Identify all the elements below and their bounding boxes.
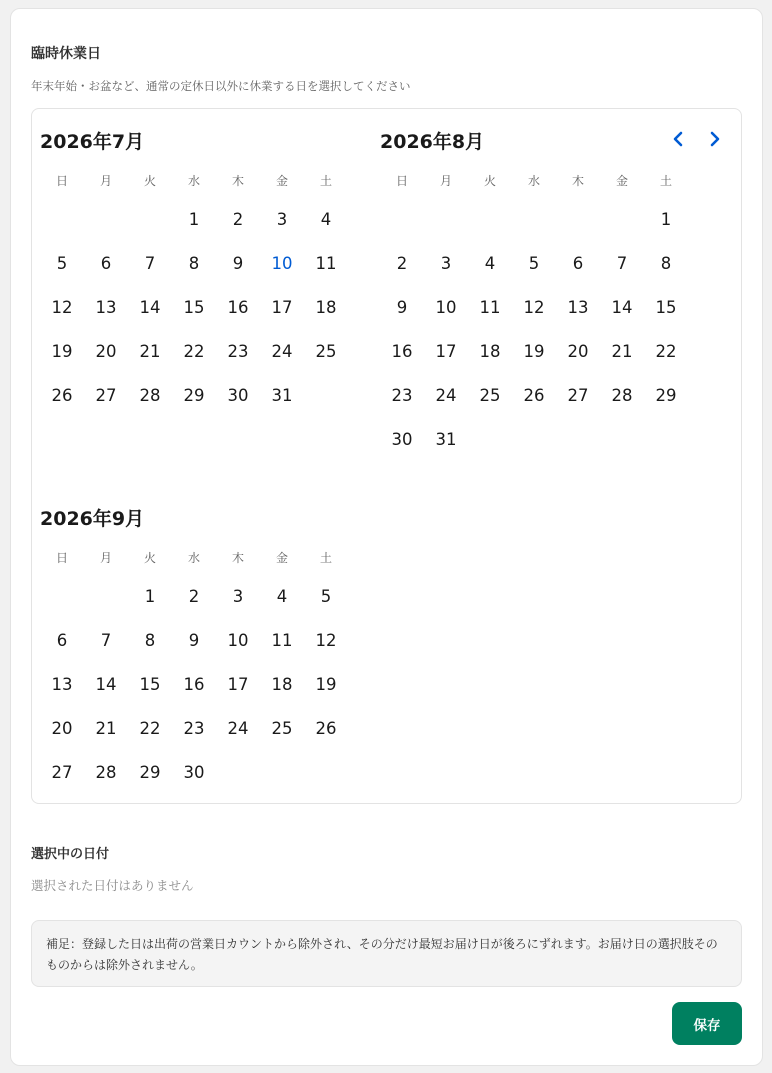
day-cell[interactable]: 3 <box>276 210 288 229</box>
weekday-label: 土 <box>319 174 332 188</box>
week-row <box>40 626 348 656</box>
day-cell[interactable]: 23 <box>183 719 205 738</box>
day-cell[interactable]: 13 <box>51 675 73 694</box>
empty-day-cell <box>304 758 348 788</box>
day-cell[interactable]: 31 <box>271 386 293 405</box>
day-cell[interactable]: 20 <box>95 342 117 361</box>
weekday-header-row <box>380 172 688 189</box>
next-month-button[interactable] <box>702 126 728 152</box>
day-cell[interactable]: 27 <box>567 386 589 405</box>
month-title: 2026年8月 <box>380 131 485 153</box>
day-cell[interactable]: 21 <box>611 342 633 361</box>
day-cell[interactable]: 26 <box>315 719 337 738</box>
day-cell[interactable]: 26 <box>51 386 73 405</box>
day-cell[interactable]: 9 <box>396 298 408 317</box>
empty-day-cell <box>468 425 512 455</box>
day-cell[interactable]: 9 <box>232 254 244 273</box>
week-row <box>380 293 688 323</box>
weekday-label: 日 <box>55 174 68 188</box>
day-cell[interactable]: 18 <box>479 342 501 361</box>
empty-day-cell <box>512 205 556 235</box>
empty-day-cell <box>84 205 128 235</box>
day-cell[interactable]: 4 <box>320 210 332 229</box>
day-cell[interactable]: 8 <box>660 254 672 273</box>
week-row <box>40 381 348 411</box>
day-cell[interactable]: 20 <box>51 719 73 738</box>
day-cell[interactable]: 29 <box>139 763 161 782</box>
weekday-label: 月 <box>99 174 112 188</box>
day-cell[interactable]: 5 <box>320 587 332 606</box>
day-cell[interactable]: 22 <box>183 342 205 361</box>
day-cell[interactable]: 15 <box>183 298 205 317</box>
empty-day-cell <box>40 582 84 612</box>
day-cell[interactable]: 30 <box>227 386 249 405</box>
day-cell[interactable]: 28 <box>611 386 633 405</box>
empty-day-cell <box>380 205 424 235</box>
week-row <box>40 205 348 235</box>
weekday-label: 土 <box>659 174 672 188</box>
day-cell[interactable]: 10 <box>435 298 457 317</box>
empty-day-cell <box>424 205 468 235</box>
day-cell[interactable]: 17 <box>227 675 249 694</box>
weekday-label: 水 <box>187 551 200 565</box>
day-cell[interactable]: 3 <box>440 254 452 273</box>
day-cell[interactable]: 21 <box>95 719 117 738</box>
weekday-label: 木 <box>231 174 244 188</box>
weekday-header-row <box>40 549 348 566</box>
day-cell[interactable]: 2 <box>232 210 244 229</box>
week-row <box>380 205 688 235</box>
empty-day-cell <box>600 425 644 455</box>
week-row <box>40 249 348 279</box>
empty-day-cell <box>512 425 556 455</box>
week-row <box>40 293 348 323</box>
empty-day-cell <box>128 205 172 235</box>
day-cell[interactable]: 30 <box>183 763 205 782</box>
day-cell[interactable]: 12 <box>51 298 73 317</box>
day-cell[interactable]: 14 <box>95 675 117 694</box>
week-row <box>380 337 688 367</box>
day-cell[interactable]: 8 <box>144 631 156 650</box>
empty-day-cell <box>260 758 304 788</box>
day-cell[interactable]: 7 <box>100 631 112 650</box>
day-cell[interactable]: 26 <box>523 386 545 405</box>
day-cell[interactable]: 6 <box>100 254 112 273</box>
save-button[interactable]: 保存 <box>672 1002 742 1045</box>
day-cell[interactable]: 12 <box>523 298 545 317</box>
week-row <box>40 670 348 700</box>
day-cell[interactable]: 6 <box>572 254 584 273</box>
day-cell[interactable]: 23 <box>391 386 413 405</box>
weekday-label: 火 <box>143 174 156 188</box>
day-cell[interactable]: 12 <box>315 631 337 650</box>
day-cell[interactable]: 2 <box>396 254 408 273</box>
weekday-label: 金 <box>275 551 288 565</box>
empty-day-cell <box>304 381 348 411</box>
day-cell[interactable]: 11 <box>271 631 293 650</box>
weekday-label: 火 <box>143 551 156 565</box>
day-cell[interactable]: 16 <box>183 675 205 694</box>
week-row <box>380 249 688 279</box>
day-cell[interactable]: 30 <box>391 430 413 449</box>
day-cell[interactable]: 28 <box>139 386 161 405</box>
day-cell[interactable]: 6 <box>56 631 68 650</box>
day-cell[interactable]: 5 <box>528 254 540 273</box>
day-cell[interactable]: 17 <box>271 298 293 317</box>
day-cell[interactable]: 14 <box>611 298 633 317</box>
month-title: 2026年9月 <box>40 508 145 530</box>
info-note-text: 補足：登録した日は出荷の営業日カウントから除外され、その分だけ最短お届け日が後ろにずれます。お届け日の選択肢そのものからは除外されません。 <box>46 937 718 972</box>
day-cell[interactable]: 25 <box>271 719 293 738</box>
day-cell[interactable]: 13 <box>567 298 589 317</box>
day-cell[interactable]: 22 <box>139 719 161 738</box>
month-title: 2026年7月 <box>40 131 145 153</box>
day-cell[interactable]: 27 <box>51 763 73 782</box>
chevron-left-icon <box>671 131 685 147</box>
day-cell[interactable]: 24 <box>435 386 457 405</box>
weekday-label: 日 <box>395 174 408 188</box>
day-cell[interactable]: 21 <box>139 342 161 361</box>
day-cell[interactable]: 24 <box>227 719 249 738</box>
day-cell[interactable]: 4 <box>276 587 288 606</box>
day-cell[interactable]: 10 <box>227 631 249 650</box>
day-cell[interactable]: 16 <box>391 342 413 361</box>
week-row <box>380 381 688 411</box>
section-title: 臨時休業日 <box>31 46 101 62</box>
day-cell[interactable]: 23 <box>227 342 249 361</box>
weekday-label: 火 <box>483 174 496 188</box>
empty-day-cell <box>556 205 600 235</box>
day-cell[interactable]: 3 <box>232 587 244 606</box>
empty-day-cell <box>600 205 644 235</box>
chevron-right-icon <box>708 131 722 147</box>
day-cell[interactable]: 27 <box>95 386 117 405</box>
weekday-label: 水 <box>527 174 540 188</box>
empty-day-cell <box>84 582 128 612</box>
prev-month-button[interactable] <box>665 126 691 152</box>
day-cell[interactable]: 13 <box>95 298 117 317</box>
day-cell[interactable]: 8 <box>188 254 200 273</box>
day-cell[interactable]: 18 <box>315 298 337 317</box>
weekday-label: 木 <box>571 174 584 188</box>
weekday-label: 水 <box>187 174 200 188</box>
week-row <box>40 582 348 612</box>
weekday-label: 日 <box>55 551 68 565</box>
day-cell[interactable]: 7 <box>144 254 156 273</box>
day-cell[interactable]: 22 <box>655 342 677 361</box>
weekday-label: 月 <box>439 174 452 188</box>
day-cell[interactable]: 24 <box>271 342 293 361</box>
day-cell[interactable]: 29 <box>183 386 205 405</box>
empty-day-cell <box>468 205 512 235</box>
day-cell-today[interactable]: 10 <box>271 254 293 273</box>
empty-day-cell <box>556 425 600 455</box>
selected-dates-empty-text: 選択された日付はありません <box>31 878 194 893</box>
week-row <box>40 758 348 788</box>
weekday-label: 月 <box>99 551 112 565</box>
day-cell[interactable]: 29 <box>655 386 677 405</box>
day-cell[interactable]: 9 <box>188 631 200 650</box>
day-cell[interactable]: 19 <box>51 342 73 361</box>
selected-dates-title: 選択中の日付 <box>31 847 110 862</box>
day-cell[interactable]: 11 <box>479 298 501 317</box>
day-cell[interactable]: 14 <box>139 298 161 317</box>
day-cell[interactable]: 31 <box>435 430 457 449</box>
day-cell[interactable]: 5 <box>56 254 68 273</box>
week-row <box>40 337 348 367</box>
day-cell[interactable]: 4 <box>484 254 496 273</box>
section-description: 年末年始・お盆など、通常の定休日以外に休業する日を選択してください <box>31 79 411 93</box>
day-cell[interactable]: 11 <box>315 254 337 273</box>
day-cell[interactable]: 18 <box>271 675 293 694</box>
calendar-container <box>31 108 742 804</box>
info-note <box>31 920 742 987</box>
day-cell[interactable]: 1 <box>188 210 200 229</box>
holiday-settings-card <box>10 8 763 1066</box>
day-cell[interactable]: 19 <box>315 675 337 694</box>
day-cell[interactable]: 25 <box>315 342 337 361</box>
day-cell[interactable]: 28 <box>95 763 117 782</box>
weekday-label: 土 <box>319 551 332 565</box>
empty-day-cell <box>216 758 260 788</box>
day-cell[interactable]: 7 <box>616 254 628 273</box>
day-cell[interactable]: 19 <box>523 342 545 361</box>
day-cell[interactable]: 1 <box>660 210 672 229</box>
weekday-label: 金 <box>275 174 288 188</box>
day-cell[interactable]: 15 <box>655 298 677 317</box>
day-cell[interactable]: 1 <box>144 587 156 606</box>
weekday-label: 木 <box>231 551 244 565</box>
day-cell[interactable]: 17 <box>435 342 457 361</box>
day-cell[interactable]: 15 <box>139 675 161 694</box>
day-cell[interactable]: 20 <box>567 342 589 361</box>
weekday-header-row <box>40 172 348 189</box>
day-cell[interactable]: 25 <box>479 386 501 405</box>
week-row <box>380 425 688 455</box>
week-row <box>40 714 348 744</box>
day-cell[interactable]: 16 <box>227 298 249 317</box>
empty-day-cell <box>40 205 84 235</box>
empty-day-cell <box>644 425 688 455</box>
day-cell[interactable]: 2 <box>188 587 200 606</box>
weekday-label: 金 <box>615 174 628 188</box>
